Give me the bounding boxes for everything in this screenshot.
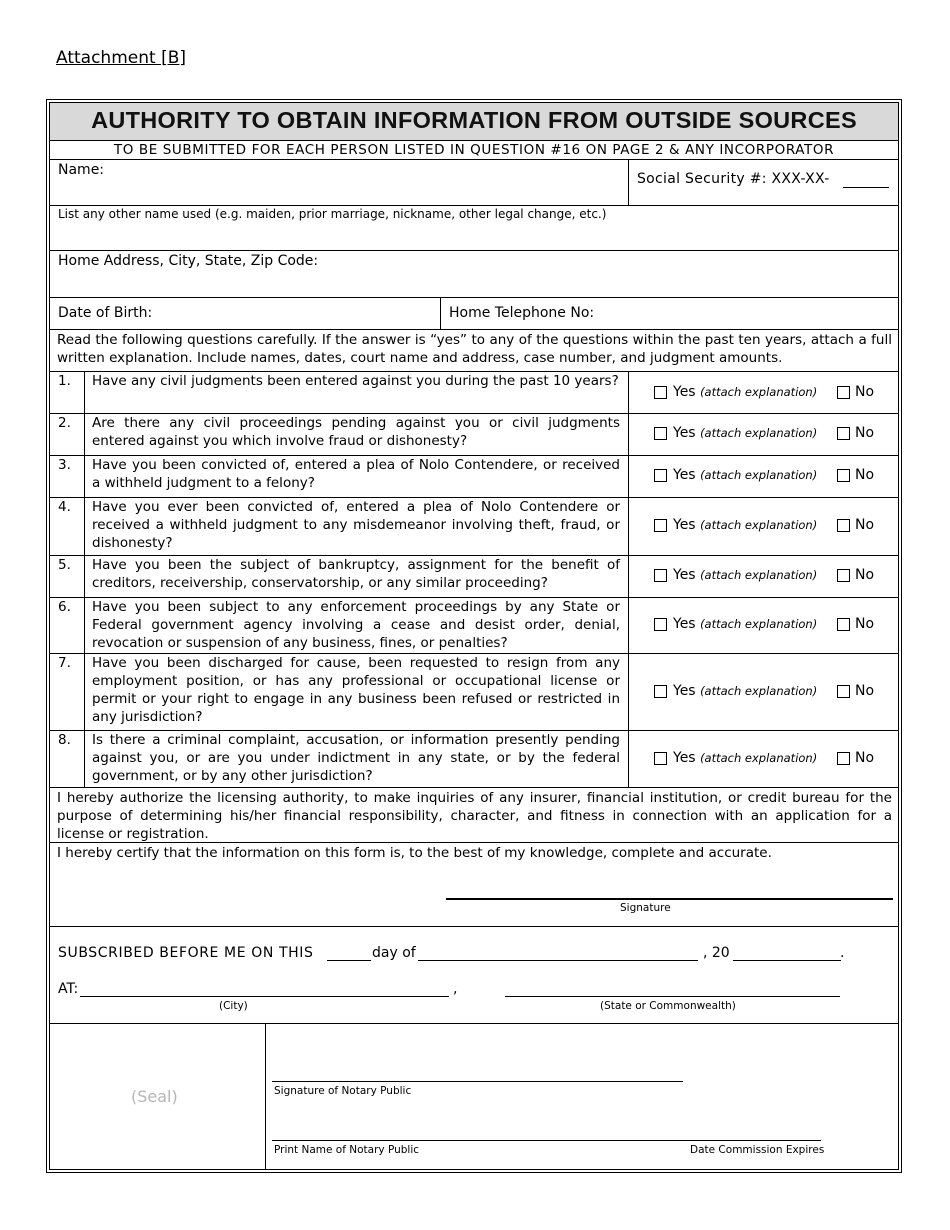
question-number: 4. [58, 499, 71, 515]
q6-yes-label: Yes (attach explanation) [673, 616, 818, 632]
q3-no-checkbox[interactable] [837, 469, 850, 482]
q4-no-checkbox[interactable] [837, 519, 850, 532]
certify-text: I hereby certify that the information on this form is, to the best of my knowledge, complete and accurate. [57, 845, 772, 861]
q8-no-checkbox[interactable] [837, 752, 850, 765]
state-field[interactable] [505, 996, 840, 997]
notary-signature-line[interactable] [272, 1081, 683, 1082]
q6-no-label: No [855, 616, 875, 632]
notary-print-line[interactable] [272, 1140, 821, 1141]
q7-yes-checkbox[interactable] [654, 685, 667, 698]
q2-no-label: No [855, 425, 875, 441]
question-text: Are there any civil proceedings pending against you or civil judgments entered against you which involve fraud or dishonesty? [92, 415, 620, 449]
form-subtitle: TO BE SUBMITTED FOR EACH PERSON LISTED IN QUESTION #16 ON PAGE 2 & ANY INCORPORATOR [113, 142, 835, 158]
q7-yes-label: Yes (attach explanation) [673, 683, 818, 699]
q1-yes-checkbox[interactable] [654, 386, 667, 399]
q3-yes-label: Yes (attach explanation) [673, 467, 818, 483]
name-label: Name: [58, 162, 105, 178]
q4-yes-label: Yes (attach explanation) [673, 517, 818, 533]
notary-print-label: Print Name of Notary Public [274, 1144, 420, 1156]
commission-expires-label: Date Commission Expires [690, 1144, 825, 1156]
q2-no-checkbox[interactable] [837, 427, 850, 440]
ssn-last4-field[interactable] [843, 187, 889, 188]
q7-no-checkbox[interactable] [837, 685, 850, 698]
comma: , [453, 981, 458, 997]
state-label: (State or Commonwealth) [600, 1000, 736, 1012]
form-title: AUTHORITY TO OBTAIN INFORMATION FROM OUTSIDE SOURCES [91, 107, 857, 133]
q3-yes-checkbox[interactable] [654, 469, 667, 482]
q7-no-label: No [855, 683, 875, 699]
authorization-text: I hereby authorize the licensing authority, to make inquiries of any insurer, financial institution, or credit bureau for the purpose of determining his/her financial responsibility, character, and fitness in connection with an application for a license or registration. [57, 790, 892, 842]
q1-no-label: No [855, 384, 875, 400]
q2-yes-checkbox[interactable] [654, 427, 667, 440]
q8-no-label: No [855, 750, 875, 766]
q8-yes-checkbox[interactable] [654, 752, 667, 765]
question-number: 5. [58, 557, 71, 573]
question-text: Is there a criminal complaint, accusation, or information presently pending against you, or are you under indictment in any state, or by the federal government, or by any other jurisdiction? [92, 732, 620, 784]
question-text: Have any civil judgments been entered against you during the past 10 years? [92, 373, 619, 389]
q8-yes-label: Yes (attach explanation) [673, 750, 818, 766]
q6-no-checkbox[interactable] [837, 618, 850, 631]
q5-yes-label: Yes (attach explanation) [673, 567, 818, 583]
question-number: 3. [58, 457, 71, 473]
year-field[interactable] [733, 960, 841, 961]
attachment-label: Attachment [B] [56, 48, 186, 68]
question-text: Have you been subject to any enforcement proceedings by any State or Federal government agency involving a cease and desist order, denial, revocation or suspension of any business, fines, or penalties? [92, 599, 620, 651]
question-number: 7. [58, 655, 71, 671]
day-field[interactable] [327, 960, 371, 961]
q4-yes-checkbox[interactable] [654, 519, 667, 532]
q6-yes-checkbox[interactable] [654, 618, 667, 631]
q5-no-checkbox[interactable] [837, 569, 850, 582]
q1-no-checkbox[interactable] [837, 386, 850, 399]
question-text: Have you been discharged for cause, been requested to resign from any employment position, or has any professional or occupational license or permit or your right to engage in any business been refused or restricted in any jurisdiction? [92, 655, 620, 725]
q5-no-label: No [855, 567, 875, 583]
q1-yes-label: Yes (attach explanation) [673, 384, 818, 400]
q5-yes-checkbox[interactable] [654, 569, 667, 582]
ssn-label: Social Security #: XXX-XX- [637, 171, 830, 187]
phone-label: Home Telephone No: [449, 305, 595, 321]
month-field[interactable] [418, 960, 698, 961]
question-number: 1. [58, 373, 71, 389]
question-text: Have you been the subject of bankruptcy, assignment for the benefit of creditors, receivership, conservatorship, or any similar proceeding? [92, 557, 620, 591]
other-names-label: List any other name used (e.g. maiden, prior marriage, nickname, other legal change, etc.) [58, 207, 607, 221]
question-text: Have you been convicted of, entered a plea of Nolo Contendere, or received a withheld judgment to a felony? [92, 457, 620, 491]
question-text: Have you ever been convicted of, entered a plea of Nolo Contendere or received a withheld judgment to any misdemeanor involving theft, fraud, or dishonesty? [92, 499, 620, 551]
instructions-text: Read the following questions carefully. If the answer is “yes” to any of the questions within the past ten years, attach a full written explanation. Include names, dates, court name and address, case number, and judgment amounts. [57, 332, 892, 366]
dob-label: Date of Birth: [58, 305, 153, 321]
notary-signature-label: Signature of Notary Public [274, 1085, 412, 1097]
q2-yes-label: Yes (attach explanation) [673, 425, 818, 441]
city-label: (City) [219, 1000, 248, 1012]
question-number: 8. [58, 732, 71, 748]
subscribed-label: SUBSCRIBED BEFORE ME ON THIS [58, 945, 314, 961]
q4-no-label: No [855, 517, 875, 533]
signature-line[interactable] [446, 898, 893, 900]
period: . [840, 945, 845, 961]
city-field[interactable] [80, 996, 449, 997]
question-number: 2. [58, 415, 71, 431]
q3-no-label: No [855, 467, 875, 483]
seal-placeholder: (Seal) [131, 1087, 178, 1106]
address-label: Home Address, City, State, Zip Code: [58, 253, 319, 269]
question-number: 6. [58, 599, 71, 615]
signature-label: Signature [620, 902, 671, 914]
year-prefix: , 20 [703, 945, 730, 961]
at-label: AT: [58, 981, 79, 997]
day-of-label: day of [372, 945, 416, 961]
